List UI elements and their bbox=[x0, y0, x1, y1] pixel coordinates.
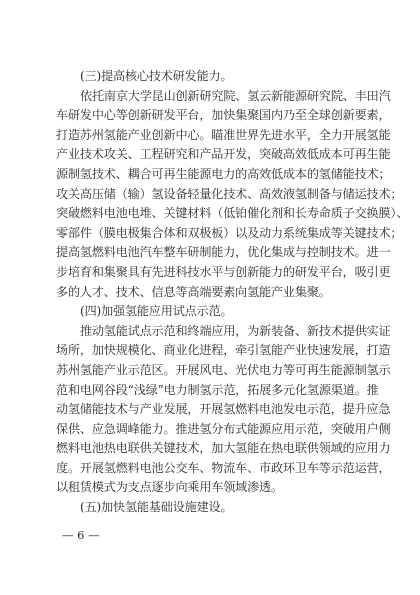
text-line: 源制氢技术、耦合可再生能源电力的高效低成本的氢储能技术； bbox=[56, 166, 391, 181]
text-line: 打造苏州氢能产业创新中心。瞄准世界先进水平，全力开展氢能 bbox=[56, 127, 391, 142]
text-line: 燃料电池热电联供关键技术，加大氢能在热电联供领域的应用力 bbox=[56, 441, 391, 456]
text-line: (四)加强氢能应用试点示范。 bbox=[80, 304, 233, 319]
text-line: 度。开展氢燃料电池公交车、物流车、市政环卫车等示范运营， bbox=[56, 460, 391, 475]
text-line: 依托南京大学昆山创新研究院、氢云新能源研究院、丰田汽 bbox=[80, 88, 391, 103]
text-line: 车研发中心等创新研发平台，加快集聚国内乃至全球创新要素， bbox=[56, 108, 391, 123]
heading-section-3 bbox=[56, 67, 367, 87]
text-line: 场所，加快规模化、商业化进程，牵引氢能产业快速发展，打造 bbox=[56, 343, 391, 358]
text-line: 零部件（膜电极集合体和双极板）以及动力系统集成等关键技术； bbox=[56, 225, 403, 240]
text-line: 突破燃料电池电堆、关键材料（低铂催化剂和长寿命质子交换膜）、 bbox=[56, 206, 409, 221]
text-line: 多的人才、技术、信息等高端要素向氢能产业集聚。 bbox=[56, 284, 331, 299]
text-line: 保供、应急调峰能力。推进氢分布式能源应用示范，突破用户侧 bbox=[56, 421, 391, 436]
page-number: — 6 — bbox=[62, 528, 100, 542]
text-line: (三)提高核心技术研发能力。 bbox=[80, 69, 233, 83]
text-line: 步培育和集聚具有先进科技水平与创新能力的研发平台，吸引更 bbox=[56, 264, 391, 279]
heading-section-4 bbox=[56, 302, 367, 322]
text-line: 以租赁模式为支点逐步向乘用车领域渗透。 bbox=[56, 480, 283, 495]
text-line: 推动氢能试点示范和终端应用，为新装备、新技术提供实证 bbox=[80, 323, 391, 338]
body-text bbox=[56, 67, 409, 518]
text-line: 动氢储能技术与产业发展，开展氢燃料电池发电示范，提升应急 bbox=[56, 402, 391, 417]
text-line: 范和电网谷段“浅绿”电力制氢示范，拓展多元化氢源渠道。推 bbox=[56, 382, 379, 397]
text-line: (五)加快氢能基础设施建设。 bbox=[80, 500, 233, 515]
paragraph-tech-rd bbox=[56, 87, 409, 303]
text-line: 提高氢燃料电池汽车整车研制能力，优化集成与控制技术。进一 bbox=[56, 245, 391, 260]
heading-section-5 bbox=[56, 498, 367, 518]
text-line: 产业技术攻关、工程研究和产品开发，突破高效低成本可再生能 bbox=[56, 147, 391, 162]
paragraph-demonstration bbox=[56, 322, 391, 498]
text-line: 苏州氢能产业示范区。开展风电、光伏电力等可再生能源制氢示 bbox=[56, 362, 391, 377]
text-line: 攻关高压储（输）氢设备轻量化技术、高效液氢制备与储运技术； bbox=[56, 186, 403, 201]
